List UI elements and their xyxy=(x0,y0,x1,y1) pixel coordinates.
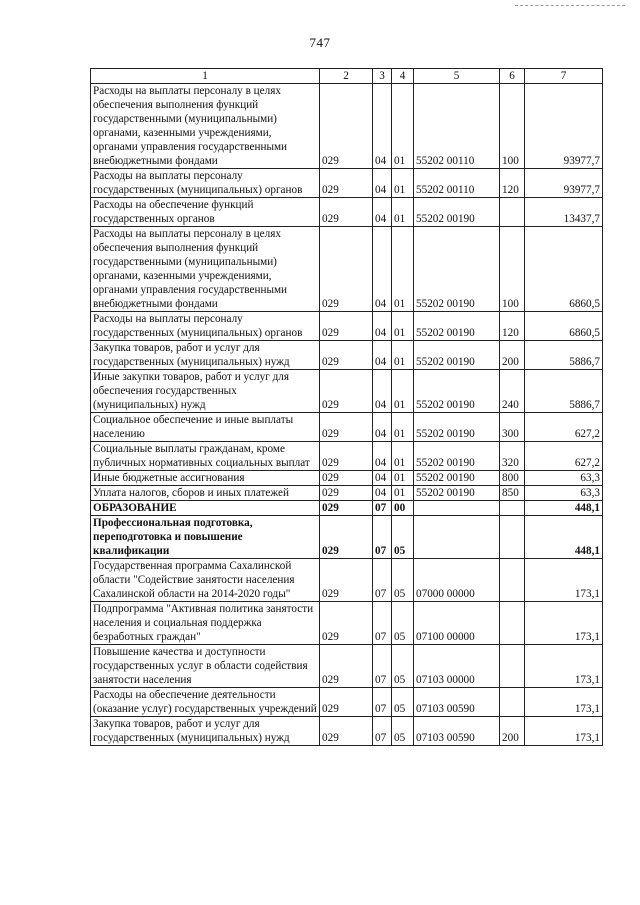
table-row xyxy=(91,516,603,559)
row-ministry-code: 029 xyxy=(320,84,373,169)
row-name: Государственная программа Сахалинской области "Содействие занятости населения Сахалинской области на 2014-2020 годы" xyxy=(91,559,320,602)
row-target-code: 55202 00190 xyxy=(414,198,500,227)
row-subsection-code: 05 xyxy=(392,516,414,559)
row-subsection-code: 05 xyxy=(392,688,414,717)
row-subsection-code: 01 xyxy=(392,227,414,312)
row-section-code: 04 xyxy=(373,84,392,169)
column-header: 5 xyxy=(414,69,500,84)
row-section-code: 07 xyxy=(373,559,392,602)
row-amount: 173,1 xyxy=(525,602,603,645)
table-row xyxy=(91,312,603,341)
table-row xyxy=(91,486,603,501)
row-target-code: 55202 00110 xyxy=(414,84,500,169)
row-name: Расходы на обеспечение функций государственных органов xyxy=(91,198,320,227)
row-expense-type: 300 xyxy=(500,413,525,442)
row-subsection-code: 01 xyxy=(392,84,414,169)
row-section-code: 04 xyxy=(373,471,392,486)
row-subsection-code: 05 xyxy=(392,602,414,645)
row-ministry-code: 029 xyxy=(320,370,373,413)
row-subsection-code: 01 xyxy=(392,169,414,198)
row-name: Закупка товаров, работ и услуг для государственных (муниципальных) нужд xyxy=(91,717,320,746)
row-name: Подпрограмма "Активная политика занятости населения и социальная поддержка безработных граждан" xyxy=(91,602,320,645)
row-expense-type xyxy=(500,501,525,516)
row-section-code: 07 xyxy=(373,717,392,746)
row-target-code: 55202 00190 xyxy=(414,413,500,442)
table-row xyxy=(91,717,603,746)
row-section-code: 04 xyxy=(373,442,392,471)
column-header: 2 xyxy=(320,69,373,84)
row-name: Иные закупки товаров, работ и услуг для обеспечения государственных (муниципальных) нужд xyxy=(91,370,320,413)
row-ministry-code: 029 xyxy=(320,227,373,312)
column-header: 7 xyxy=(525,69,603,84)
row-section-code: 07 xyxy=(373,516,392,559)
row-amount: 93977,7 xyxy=(525,84,603,169)
table-row xyxy=(91,370,603,413)
row-expense-type: 850 xyxy=(500,486,525,501)
top-rule xyxy=(515,5,625,6)
row-subsection-code: 05 xyxy=(392,717,414,746)
row-name: Социальные выплаты гражданам, кроме публичных нормативных социальных выплат xyxy=(91,442,320,471)
row-ministry-code: 029 xyxy=(320,341,373,370)
table-row xyxy=(91,413,603,442)
row-section-code: 04 xyxy=(373,227,392,312)
row-name: Расходы на выплаты персоналу государственных (муниципальных) органов xyxy=(91,312,320,341)
row-section-code: 07 xyxy=(373,602,392,645)
row-amount: 173,1 xyxy=(525,559,603,602)
row-ministry-code: 029 xyxy=(320,442,373,471)
row-amount: 13437,7 xyxy=(525,198,603,227)
row-target-code: 07103 00590 xyxy=(414,688,500,717)
table-row xyxy=(91,341,603,370)
row-amount: 63,3 xyxy=(525,486,603,501)
row-ministry-code: 029 xyxy=(320,413,373,442)
table-row xyxy=(91,688,603,717)
row-expense-type: 800 xyxy=(500,471,525,486)
row-amount: 627,2 xyxy=(525,413,603,442)
row-subsection-code: 01 xyxy=(392,312,414,341)
row-subsection-code: 01 xyxy=(392,341,414,370)
row-ministry-code: 029 xyxy=(320,198,373,227)
row-ministry-code: 029 xyxy=(320,717,373,746)
row-ministry-code: 029 xyxy=(320,169,373,198)
row-name: Повышение качества и доступности государственных услуг в области содействия занятости населения xyxy=(91,645,320,688)
row-target-code: 55202 00190 xyxy=(414,227,500,312)
row-subsection-code: 01 xyxy=(392,471,414,486)
row-subsection-code: 01 xyxy=(392,486,414,501)
row-name: Профессиональная подготовка, переподготовка и повышение квалификации xyxy=(91,516,320,559)
row-name: Социальное обеспечение и иные выплаты населению xyxy=(91,413,320,442)
row-target-code: 07103 00590 xyxy=(414,717,500,746)
table-row xyxy=(91,169,603,198)
row-section-code: 07 xyxy=(373,645,392,688)
page-number: 747 xyxy=(309,35,331,50)
row-name: Иные бюджетные ассигнования xyxy=(91,471,320,486)
row-amount: 173,1 xyxy=(525,717,603,746)
row-ministry-code: 029 xyxy=(320,688,373,717)
row-target-code: 55202 00190 xyxy=(414,471,500,486)
row-ministry-code: 029 xyxy=(320,486,373,501)
row-expense-type: 120 xyxy=(500,312,525,341)
row-amount: 6860,5 xyxy=(525,227,603,312)
row-name: Расходы на выплаты персоналу государственных (муниципальных) органов xyxy=(91,169,320,198)
table-row xyxy=(91,198,603,227)
table-row xyxy=(91,442,603,471)
row-expense-type xyxy=(500,602,525,645)
row-name: Уплата налогов, сборов и иных платежей xyxy=(91,486,320,501)
row-amount: 173,1 xyxy=(525,688,603,717)
row-section-code: 04 xyxy=(373,341,392,370)
row-amount: 173,1 xyxy=(525,645,603,688)
row-expense-type xyxy=(500,645,525,688)
budget-table xyxy=(90,68,603,746)
row-expense-type xyxy=(500,516,525,559)
row-section-code: 04 xyxy=(373,198,392,227)
row-expense-type: 240 xyxy=(500,370,525,413)
row-ministry-code: 029 xyxy=(320,471,373,486)
row-section-code: 07 xyxy=(373,688,392,717)
row-name: Расходы на обеспечение деятельности (оказание услуг) государственных учреждений xyxy=(91,688,320,717)
row-expense-type xyxy=(500,198,525,227)
row-section-code: 07 xyxy=(373,501,392,516)
row-subsection-code: 00 xyxy=(392,501,414,516)
row-target-code: 55202 00110 xyxy=(414,169,500,198)
row-target-code xyxy=(414,501,500,516)
row-expense-type: 120 xyxy=(500,169,525,198)
row-section-code: 04 xyxy=(373,413,392,442)
row-ministry-code: 029 xyxy=(320,559,373,602)
row-amount: 448,1 xyxy=(525,516,603,559)
row-target-code: 07000 00000 xyxy=(414,559,500,602)
row-name: Закупка товаров, работ и услуг для государственных (муниципальных) нужд xyxy=(91,341,320,370)
row-section-code: 04 xyxy=(373,370,392,413)
column-header: 1 xyxy=(91,69,320,84)
row-expense-type: 320 xyxy=(500,442,525,471)
table-row xyxy=(91,84,603,169)
row-amount: 5886,7 xyxy=(525,370,603,413)
row-target-code: 55202 00190 xyxy=(414,341,500,370)
row-section-code: 04 xyxy=(373,486,392,501)
row-expense-type: 100 xyxy=(500,84,525,169)
row-ministry-code: 029 xyxy=(320,516,373,559)
row-expense-type: 100 xyxy=(500,227,525,312)
row-ministry-code: 029 xyxy=(320,312,373,341)
row-expense-type xyxy=(500,559,525,602)
row-ministry-code: 029 xyxy=(320,602,373,645)
row-subsection-code: 01 xyxy=(392,413,414,442)
row-name: Расходы на выплаты персоналу в целях обеспечения выполнения функций государственными (муниципальными) органами, казенными учреждениями, органами управления государственными внебюджетными фондами xyxy=(91,84,320,169)
row-target-code: 55202 00190 xyxy=(414,442,500,471)
row-amount: 627,2 xyxy=(525,442,603,471)
header-row xyxy=(91,69,603,84)
table-row xyxy=(91,559,603,602)
row-target-code: 07100 00000 xyxy=(414,602,500,645)
row-expense-type: 200 xyxy=(500,341,525,370)
row-target-code: 55202 00190 xyxy=(414,312,500,341)
row-amount: 93977,7 xyxy=(525,169,603,198)
row-subsection-code: 05 xyxy=(392,645,414,688)
column-header: 4 xyxy=(392,69,414,84)
row-subsection-code: 05 xyxy=(392,559,414,602)
table-row xyxy=(91,501,603,516)
column-header: 6 xyxy=(500,69,525,84)
table-row xyxy=(91,645,603,688)
row-subsection-code: 01 xyxy=(392,370,414,413)
table-row xyxy=(91,227,603,312)
row-expense-type xyxy=(500,688,525,717)
row-target-code: 55202 00190 xyxy=(414,370,500,413)
row-amount: 6860,5 xyxy=(525,312,603,341)
row-amount: 63,3 xyxy=(525,471,603,486)
row-ministry-code: 029 xyxy=(320,501,373,516)
row-target-code: 55202 00190 xyxy=(414,486,500,501)
row-subsection-code: 01 xyxy=(392,198,414,227)
table-row xyxy=(91,602,603,645)
row-target-code: 07103 00000 xyxy=(414,645,500,688)
row-section-code: 04 xyxy=(373,169,392,198)
row-section-code: 04 xyxy=(373,312,392,341)
row-target-code xyxy=(414,516,500,559)
row-ministry-code: 029 xyxy=(320,645,373,688)
row-name: Расходы на выплаты персоналу в целях обеспечения выполнения функций государственными (муниципальными) органами, казенными учреждениями, органами управления государственными внебюджетными фондами xyxy=(91,227,320,312)
row-subsection-code: 01 xyxy=(392,442,414,471)
column-header: 3 xyxy=(373,69,392,84)
row-name: ОБРАЗОВАНИЕ xyxy=(91,501,320,516)
row-amount: 448,1 xyxy=(525,501,603,516)
row-amount: 5886,7 xyxy=(525,341,603,370)
table-row xyxy=(91,471,603,486)
row-expense-type: 200 xyxy=(500,717,525,746)
